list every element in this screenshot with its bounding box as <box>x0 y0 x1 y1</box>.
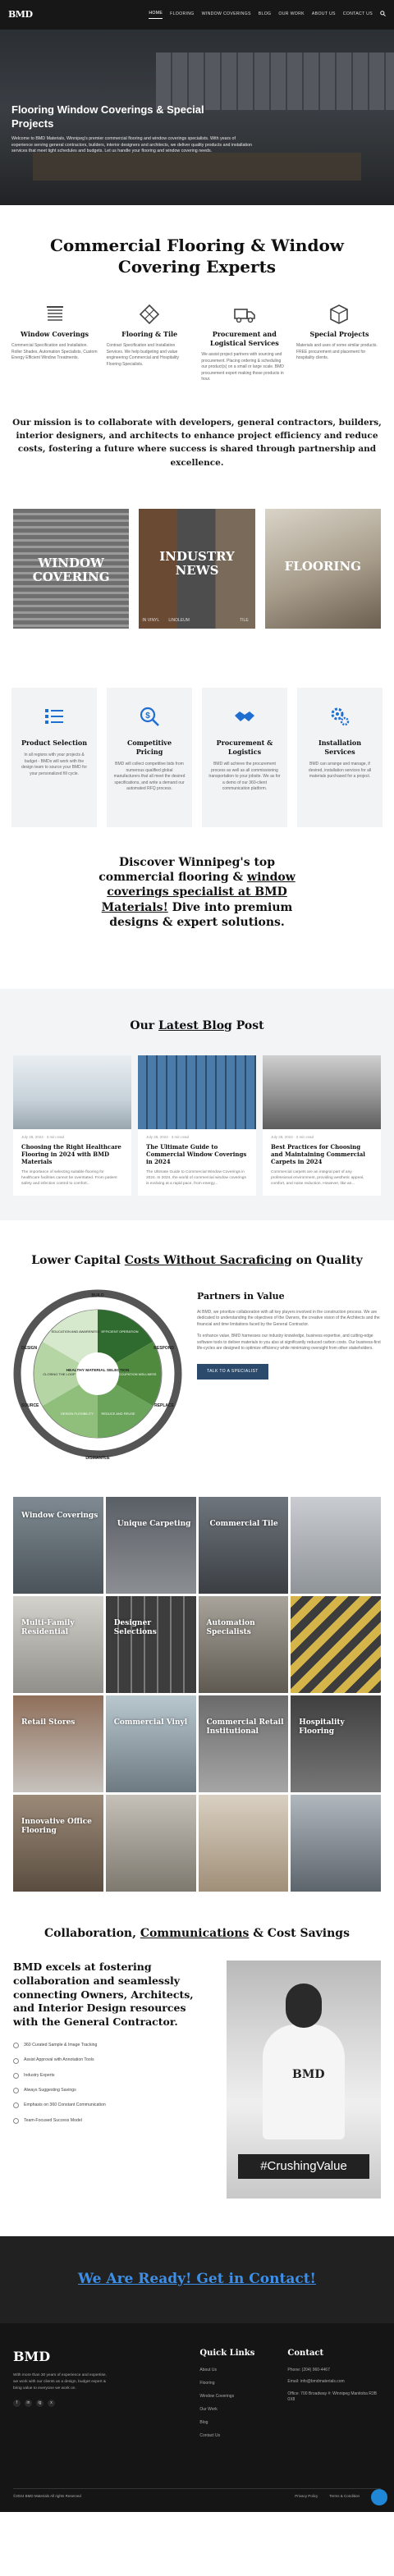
experts-section <box>0 235 394 383</box>
diagram-segment: REDUCE AND REUSE <box>101 1412 135 1416</box>
collab-section <box>0 1961 394 2199</box>
gallery-item[interactable]: Designer Selections <box>106 1596 196 1693</box>
diagram-ring-label: REPLACE <box>154 1403 174 1409</box>
nav-item-about-us[interactable]: ABOUT US <box>311 11 336 17</box>
contact-phone[interactable]: Phone: (204) 960-4467 <box>287 2367 330 2372</box>
gallery-item[interactable]: Commercial Retail Institutional <box>199 1695 289 1792</box>
diagram-center: HEALTHY MATERIAL SELECTION <box>66 1369 130 1374</box>
blog-post-title[interactable]: The Ultimate Guide to Commercial Window Coverings in 2024 <box>146 1142 247 1165</box>
hero-text: Welcome to BMD Materials, Winnipeg's premier commercial flooring and window coverings specialists. With years of experience serving general contractors, builders, interior designers and architects, we deliver quality products and installation services that meet tight schedules and budgets. Let us handle your flooring and window covering needs. <box>11 136 252 154</box>
handshake-icon <box>208 706 281 732</box>
diagram-segment: DESIGN FLEXIBILITY <box>61 1412 94 1416</box>
latest-blog-link[interactable]: Latest Blog <box>158 1018 232 1032</box>
collab-list-item: 360 Curated Sample & Image Tracking <box>13 2043 210 2048</box>
circle-icon <box>13 2118 19 2124</box>
footer-about: With more than 30 years of experience and expertise, we work with our clients as a design, budget expert & bring value to everyone we work on. <box>13 2373 107 2391</box>
shirt-logo: BMD <box>292 2067 325 2081</box>
crushing-value-photo <box>227 1961 381 2199</box>
partner-title: Partners in Value <box>197 1291 285 1302</box>
quick-links-title: Quick Links <box>199 2348 255 2358</box>
gallery-item[interactable]: Unique Carpeting <box>106 1497 196 1594</box>
blog-title: Our Latest Blog Post <box>130 1018 264 1032</box>
feature-installation-services <box>297 688 383 827</box>
nav-item-window-coverings[interactable]: WINDOW COVERINGS <box>201 11 251 17</box>
nav-item-flooring[interactable]: FLOORING <box>170 11 195 17</box>
service-text: Contract Specification and Installation Services. We help budgeting and value engineering Commercial and Hospitality Flooring Specialists. <box>106 343 180 367</box>
blog-post-card[interactable] <box>263 1055 381 1195</box>
service-special-projects <box>296 304 383 383</box>
footer-logo[interactable]: BMD <box>13 2348 51 2364</box>
collab-list-item: Emphasis on 360 Constant Communication <box>13 2102 210 2108</box>
quick-links <box>199 2368 287 2439</box>
lifecycle-diagram <box>13 1283 182 1464</box>
blog-post-meta: July 28, 2024 · 3 min read <box>146 1135 190 1140</box>
feature-text: BMD will collect competitive bids from numerous qualified global manufacturers that all meet the desired specifications, and write a demand our automated RFQ process. <box>113 762 186 792</box>
blog-post-excerpt: Commercial carpets are an integral part of any professional environment, providing aesthetic appeal, comfort, and noise reduction. However, like an... <box>271 1170 364 1187</box>
gallery-item[interactable] <box>106 1795 196 1892</box>
circle-icon <box>13 2102 19 2108</box>
feature-text: BMD can arrange and manage, if desired, installation services for all materials purchased for a project. <box>308 762 372 780</box>
gallery-item[interactable] <box>291 1497 381 1594</box>
project-gallery <box>0 1497 394 1892</box>
collab-heading: Collaboration, Communications & Cost Savings <box>44 1927 350 1941</box>
copyright: ©2024 BMD Materials All rights Reserved <box>13 2493 81 2498</box>
nav-item-home[interactable]: HOME <box>149 11 163 18</box>
contact-title: Contact <box>287 2348 324 2358</box>
gallery-item[interactable]: Hospitality Flooring <box>291 1695 381 1792</box>
nav-menu <box>149 11 386 19</box>
feature-competitive-pricing <box>107 688 192 827</box>
footer-link[interactable]: Flooring <box>199 2380 215 2386</box>
diagram-ring-label: BUILD <box>91 1293 104 1299</box>
blog-post-excerpt: The Ultimate Guide to Commercial Window Coverings in 2024. In 2024, the world of commercial window coverings is evolving at a rapid pace, from energy... <box>146 1170 246 1187</box>
feature-product-selection <box>11 688 97 827</box>
circle-icon <box>13 2058 19 2064</box>
site-logo[interactable]: BMD <box>8 9 33 21</box>
get-in-contact-link[interactable]: Get in Contact! <box>196 2270 317 2287</box>
blog-post-card[interactable] <box>13 1055 131 1195</box>
gallery-item[interactable]: Commercial Vinyl <box>106 1695 196 1792</box>
category-label: FLOORING <box>284 558 361 574</box>
gallery-item[interactable] <box>291 1596 381 1693</box>
feature-title: Installation Services <box>318 738 362 757</box>
blog-post-image <box>138 1055 256 1129</box>
blog-post-title[interactable]: Choosing the Right Healthcare Flooring in 2024 with BMD Materials <box>21 1142 121 1165</box>
category-label: INDUSTRY NEWS <box>159 548 235 579</box>
cta-banner <box>0 2236 394 2323</box>
service-title: Special Projects <box>309 330 369 338</box>
collab-list-item: Team-Focused Success Model <box>13 2118 210 2124</box>
footer-link[interactable]: Contact Us <box>199 2432 221 2438</box>
partner-section <box>0 1283 394 1464</box>
footer-bottom-bar <box>13 2488 381 2499</box>
tiles-icon <box>107 304 193 327</box>
contact-office: Office: 700 Broadway #: Winnipeg Manitoba R3B 0X8 <box>287 2391 378 2403</box>
diagram-ring-label: DESIGN <box>21 1346 38 1352</box>
service-window-coverings <box>11 304 98 383</box>
footer-link[interactable]: Blog <box>199 2419 208 2425</box>
gears-icon <box>304 706 376 732</box>
lower-costs-link[interactable]: Costs Without Sacraficing <box>124 1253 292 1267</box>
category-industry-news[interactable] <box>139 509 254 629</box>
cta-heading: We Are Ready! Get in Contact! <box>77 2270 317 2287</box>
collab-subheading: BMD excels at fostering collaboration and seamlessly connecting Owners, Architects, and Interior Design resources with the General Contractor. <box>13 1960 194 2029</box>
category-flooring[interactable] <box>265 509 381 629</box>
discover-heading: Discover Winnipeg's top commercial flooring & window coverings specialist at BMD Materials! Dive into premium designs & expert solutions. <box>98 855 296 929</box>
gallery-item[interactable] <box>291 1795 381 1892</box>
feature-procurement-logistics <box>202 688 287 827</box>
cube-icon <box>296 304 383 327</box>
blog-post-meta: July 28, 2024 · 2 min read <box>271 1135 314 1140</box>
feature-text: BMD will achieve the procurement process as well as all commissioning transportation to your jobsite. We as for a demo of our 360-client communication platform. <box>208 762 281 792</box>
category-caption: IN VINYL <box>142 617 160 623</box>
category-caption: LINOLEUM <box>168 617 190 623</box>
experts-title: Commercial Flooring & Window Covering Experts <box>49 236 345 277</box>
service-text: Materials and uses of some similar products. FREE procurement and placement for hospitality clients. <box>296 343 378 361</box>
x-icon[interactable]: x <box>48 2400 55 2407</box>
collab-list-item: Always Suggesting Savings <box>13 2088 210 2093</box>
blog-post-image <box>13 1055 131 1129</box>
footer-link[interactable]: Our Work <box>199 2406 218 2412</box>
site-footer <box>0 2323 394 2512</box>
gallery-item[interactable]: Commercial Tile <box>199 1497 289 1594</box>
nav-item-our-work[interactable]: OUR WORK <box>278 11 305 17</box>
instagram-icon[interactable]: ig <box>36 2400 44 2407</box>
privacy-policy-link[interactable]: Privacy Policy <box>295 2493 318 2498</box>
service-title: Procurement and Logistical Services <box>209 330 279 348</box>
blog-post-meta: July 28, 2024 · 3 min read <box>21 1135 65 1140</box>
feature-title: Procurement & Logistics <box>216 738 273 757</box>
dollar-search-icon <box>113 706 186 732</box>
service-procurement <box>201 304 287 383</box>
diagram-ring-label: RESPOND <box>153 1346 174 1352</box>
svg-text:$: $ <box>145 711 150 721</box>
feature-text: In all regions with your projects & budget - BMDs will work with the design team to source your BMD for your personalized fill cycle. <box>21 753 88 776</box>
collab-list <box>13 2043 210 2124</box>
diagram-segment: EDUCATION AND AWARENESS <box>51 1329 100 1334</box>
diagram-ring-label: SOURCE <box>21 1403 39 1409</box>
blog-section <box>0 989 394 1220</box>
contact-email[interactable]: Email: info@bmdmaterials.com <box>287 2379 345 2385</box>
nav-item-blog[interactable]: BLOG <box>258 11 272 17</box>
service-title: Window Coverings <box>21 330 89 338</box>
category-window-covering[interactable] <box>13 509 129 629</box>
service-flooring-tile <box>107 304 193 383</box>
hero-banner <box>0 30 394 205</box>
circle-icon <box>13 2088 19 2093</box>
talk-to-specialist-button[interactable]: TALK TO A SPECIALIST <box>197 1364 268 1380</box>
gallery-item[interactable]: Multi-Family Residential <box>13 1596 103 1693</box>
service-text: We assist project partners with sourcing and procurement. Placing ordering & scheduling our product(s) on a small or large scale. BMD procurement expert making those products in hour. <box>201 352 284 382</box>
gallery-item[interactable] <box>199 1795 289 1892</box>
blog-post-image <box>263 1055 381 1129</box>
gallery-item[interactable]: Retail Stores <box>13 1695 103 1792</box>
photo-caption: #CrushingValue <box>238 2154 369 2179</box>
mission-section <box>0 416 394 469</box>
collab-list-item: Assist Approval with Annotation Tools <box>13 2057 210 2063</box>
service-title: Flooring & Tile <box>121 330 178 338</box>
diagram-segment: OCCUPATION WELLNESS <box>116 1372 157 1377</box>
collab-list-item: Industry Experts <box>13 2073 210 2079</box>
diagram-segment: EFFICIENT OPERATION <box>101 1329 139 1334</box>
blinds-icon <box>11 304 98 327</box>
gallery-item[interactable]: Innovative Office Flooring <box>13 1795 103 1892</box>
feature-cards <box>0 688 394 827</box>
lower-costs-heading: Lower Capital Costs Without Sacraficing on Quality <box>31 1253 363 1267</box>
partner-text <box>197 1283 381 1464</box>
search-icon[interactable] <box>380 11 386 19</box>
diagram-ring-label: DISMANTLE <box>85 1456 110 1462</box>
discover-link[interactable]: window coverings specialist at BMD Materials! <box>101 871 296 914</box>
hero-title: Flooring Window Coverings & Special Projects <box>11 103 204 130</box>
linkedin-icon[interactable]: in <box>25 2400 32 2407</box>
blog-post-excerpt: The importance of selecting suitable flooring for healthcare facilities cannot be overstated. From patient safety and infection control to comfort... <box>21 1170 117 1187</box>
communications-link[interactable]: Communications <box>140 1927 250 1941</box>
social-links <box>13 2400 199 2407</box>
category-label: WINDOW COVERING <box>32 555 110 585</box>
service-text: Commercial Specification and Installation. Roller Shades, Automation Specialists, Custom Energy Efficient Window Treatments. <box>11 343 98 361</box>
truck-icon <box>201 304 287 327</box>
circle-icon <box>13 2043 19 2048</box>
category-tiles <box>0 509 394 629</box>
feature-title: Competitive Pricing <box>126 738 172 757</box>
gallery-item[interactable]: Window Coverings <box>13 1497 103 1594</box>
partner-paragraph: To enhance value, BMD harnesses our industry knowledge, business expertise, and cutting-edge software tools to deliver materials to you also at significantly reduced carbon costs. Our business-first life-cycles are designed to optimize efficiency while minimizing oversight from other stakeholders. <box>197 1333 381 1352</box>
list-icon <box>18 706 90 732</box>
partner-paragraph: At BMD, we prioritize collaboration with all key players involved in the construction process. We are dedicated to understanding the objectives of the Owners, the creative vision of the Architects and the financial and time limitations faced by the General Contractor. <box>197 1309 380 1328</box>
diagram-segment: CLOSING THE LOOP <box>43 1372 76 1377</box>
blog-posts <box>13 1055 381 1195</box>
feature-title: Product Selection <box>21 738 88 747</box>
category-caption: TILE <box>240 617 249 623</box>
blog-post-card[interactable] <box>138 1055 256 1195</box>
blog-post-title[interactable]: Best Practices for Choosing and Maintaining Commercial Carpets in 2024 <box>271 1142 365 1165</box>
terms-link[interactable]: Terms & Condition <box>329 2493 360 2498</box>
footer-link[interactable]: About Us <box>199 2367 217 2372</box>
nav-item-contact-us[interactable]: CONTACT US <box>342 11 373 17</box>
footer-link[interactable]: Window Coverings <box>199 2393 235 2399</box>
mission-statement: Our mission is to collaborate with developers, general contractors, builders, interior designers, and architects to enhance project efficiency and reduce costs, fostering a future where success is shared through partnership and excellence. <box>12 417 382 468</box>
top-navigation <box>0 0 394 30</box>
services-row <box>0 304 394 383</box>
gallery-item[interactable]: Automation Specialists <box>199 1596 289 1693</box>
chat-bubble-icon[interactable] <box>371 2489 387 2505</box>
facebook-icon[interactable]: f <box>13 2400 21 2407</box>
circle-icon <box>13 2073 19 2079</box>
